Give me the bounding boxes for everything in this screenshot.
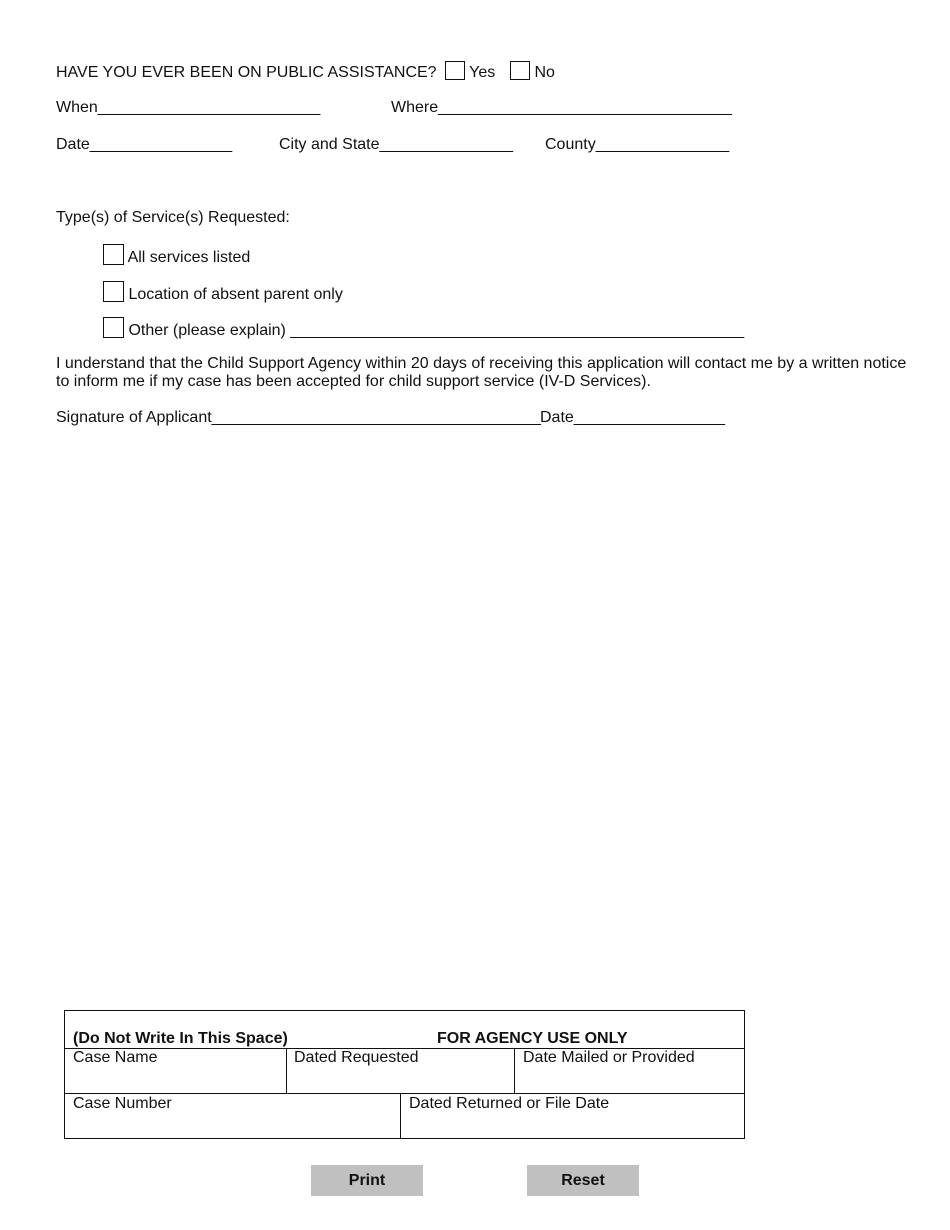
service-option-location — [103, 281, 343, 305]
case-name-cell: Case Name — [73, 1049, 158, 1066]
agency-use-box — [64, 1010, 745, 1139]
location-absent-parent-checkbox[interactable] — [103, 281, 124, 302]
city-state-field[interactable]: City and State_______________ — [279, 136, 513, 153]
when-field[interactable]: When_________________________ — [56, 99, 321, 116]
public-assistance-question: HAVE YOU EVER BEEN ON PUBLIC ASSISTANCE? — [56, 64, 437, 81]
service-option-other — [103, 317, 744, 341]
service-option-all — [103, 244, 250, 268]
all-services-checkbox[interactable] — [103, 244, 124, 265]
notice-paragraph: I understand that the Child Support Agency within 20 days of receiving this application will contact me by a written notice to inform me if my case has been accepted for child support service (IV-D Services). — [56, 355, 907, 390]
agency-divider-middle — [65, 1093, 744, 1094]
dated-requested-cell: Dated Requested — [294, 1049, 419, 1066]
do-not-write-note: (Do Not Write In This Space) — [73, 1030, 288, 1047]
yes-label: Yes — [469, 64, 496, 81]
no-label: No — [534, 64, 555, 81]
reset-button[interactable]: Reset — [527, 1165, 639, 1196]
no-checkbox[interactable] — [510, 61, 530, 80]
print-button[interactable]: Print — [311, 1165, 423, 1196]
signature-date-field[interactable]: Date_________________ — [540, 409, 726, 426]
agency-col-divider-3 — [400, 1093, 401, 1139]
agency-col-divider-1 — [286, 1048, 287, 1093]
dated-returned-cell: Dated Returned or File Date — [409, 1095, 610, 1112]
location-absent-parent-label: Location of absent parent only — [128, 286, 343, 303]
county-field[interactable]: County_______________ — [545, 136, 730, 153]
yes-checkbox[interactable] — [445, 61, 465, 80]
other-service-checkbox[interactable] — [103, 317, 124, 338]
agency-col-divider-2 — [514, 1048, 515, 1093]
all-services-label: All services listed — [127, 249, 251, 266]
case-number-cell: Case Number — [73, 1095, 172, 1112]
date-mailed-cell: Date Mailed or Provided — [523, 1049, 695, 1066]
no-option — [510, 61, 555, 83]
where-field[interactable]: Where_________________________________ — [391, 99, 732, 116]
services-heading: Type(s) of Service(s) Requested: — [56, 209, 290, 226]
public-assistance-row — [56, 61, 495, 83]
signature-field[interactable]: Signature of Applicant_____________________________________ — [56, 409, 541, 426]
other-service-label[interactable]: Other (please explain) ___________________________________________________ — [128, 322, 745, 339]
agency-use-title: FOR AGENCY USE ONLY — [437, 1030, 628, 1047]
date-field[interactable]: Date________________ — [56, 136, 233, 153]
